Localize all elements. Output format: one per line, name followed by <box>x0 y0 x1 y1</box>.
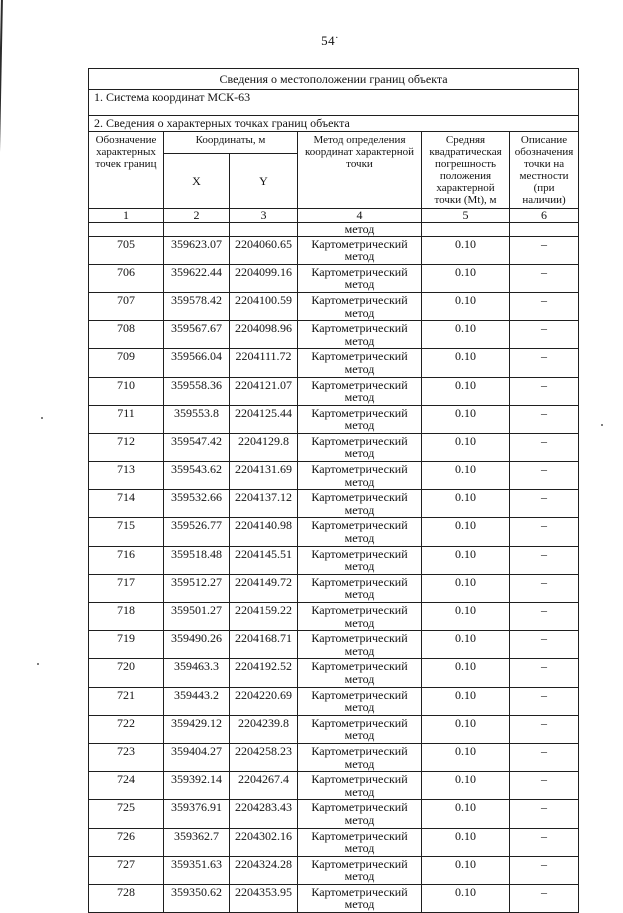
method-line-1: Картометрический <box>311 490 408 505</box>
table-row <box>89 321 579 349</box>
coord-y: 2204267.4 <box>230 772 298 800</box>
method-cell <box>298 800 422 828</box>
method-line-2: метод <box>344 333 375 348</box>
coord-x: 359566.04 <box>164 349 230 377</box>
coord-x: 359501.27 <box>164 603 230 631</box>
method-line-2: метод <box>344 502 375 517</box>
method-line-2: метод <box>344 897 375 912</box>
table-row <box>89 405 579 433</box>
coord-y: 2204302.16 <box>230 828 298 856</box>
method-line-2: метод <box>344 277 375 292</box>
point-id: 708 <box>89 321 164 349</box>
method-line-2: метод <box>344 728 375 743</box>
point-id: 715 <box>89 518 164 546</box>
coord-x: 359518.48 <box>164 546 230 574</box>
error-value: 0.10 <box>422 405 510 433</box>
coord-y: 2204125.44 <box>230 405 298 433</box>
column-number: 2 <box>164 208 230 222</box>
coord-y: 2204140.98 <box>230 518 298 546</box>
method-line-1: Картометрический <box>311 236 408 251</box>
method-line-1: Картометрический <box>311 743 408 758</box>
method-line-2: метод <box>344 474 375 489</box>
point-description: – <box>510 377 579 405</box>
point-id: 710 <box>89 377 164 405</box>
point-id: 725 <box>89 800 164 828</box>
coord-x: 359543.62 <box>164 462 230 490</box>
table-row <box>89 772 579 800</box>
coord-y: 2204121.07 <box>230 377 298 405</box>
coord-x: 359532.66 <box>164 490 230 518</box>
table-row <box>89 743 579 771</box>
table-row <box>89 715 579 743</box>
method-line-1: Картометрический <box>311 828 408 843</box>
table-row <box>89 687 579 715</box>
error-value: 0.10 <box>422 462 510 490</box>
table-row <box>89 462 579 490</box>
table-title-row <box>89 69 579 90</box>
coord-y: 2204283.43 <box>230 800 298 828</box>
coord-x: 359404.27 <box>164 743 230 771</box>
error-value: 0.10 <box>422 349 510 377</box>
coord-y: 2204100.59 <box>230 292 298 320</box>
point-id: 719 <box>89 631 164 659</box>
method-cell <box>298 884 422 912</box>
error-value: 0.10 <box>422 884 510 912</box>
method-cell <box>298 772 422 800</box>
method-line-1: Картометрический <box>311 518 408 533</box>
method-line-2: метод <box>344 305 375 320</box>
column-numbers-row <box>89 208 579 222</box>
point-description: – <box>510 828 579 856</box>
header-y: Y <box>230 154 298 208</box>
table-row <box>89 631 579 659</box>
point-id: 726 <box>89 828 164 856</box>
table-title: Сведения о местоположении границ объекта <box>89 69 579 90</box>
table-row <box>89 377 579 405</box>
empty-cell <box>510 222 579 236</box>
method-line-1: Картометрический <box>311 574 408 589</box>
method-line-1: Картометрический <box>311 405 408 420</box>
point-id: 706 <box>89 264 164 292</box>
section-2-row <box>89 116 579 132</box>
point-description: – <box>510 800 579 828</box>
table-row <box>89 433 579 461</box>
method-line-1: Картометрический <box>311 321 408 336</box>
coord-x: 359350.62 <box>164 884 230 912</box>
coord-y: 2204353.95 <box>230 884 298 912</box>
coord-x: 359429.12 <box>164 715 230 743</box>
header-error: Средняя квадратическая погрешность положения характерной точки (Мt), м <box>422 132 510 209</box>
method-line-2: метод <box>344 812 375 827</box>
coord-x: 359362.7 <box>164 828 230 856</box>
error-value: 0.10 <box>422 321 510 349</box>
method-line-1: Картометрический <box>311 856 408 871</box>
error-value: 0.10 <box>422 292 510 320</box>
method-line-2: метод <box>344 756 375 771</box>
page-number: 54 · <box>0 33 623 49</box>
point-description: – <box>510 743 579 771</box>
point-description: – <box>510 546 579 574</box>
method-line-1: Картометрический <box>311 377 408 392</box>
method-cell <box>298 687 422 715</box>
table-row <box>89 884 579 912</box>
method-line-2: метод <box>344 446 375 461</box>
coord-y: 2204168.71 <box>230 631 298 659</box>
method-line-2: метод <box>344 784 375 799</box>
point-description: – <box>510 292 579 320</box>
column-number: 5 <box>422 208 510 222</box>
coord-y: 2204129.8 <box>230 433 298 461</box>
method-cell <box>298 264 422 292</box>
scan-speck <box>41 417 43 419</box>
method-line-1: Картометрический <box>311 603 408 617</box>
method-cell <box>298 405 422 433</box>
header-method: Метод определения координат характерной точки <box>298 132 422 209</box>
scan-speck <box>601 424 603 426</box>
continuation-method-cell: метод <box>298 222 422 236</box>
table-row <box>89 490 579 518</box>
column-number: 6 <box>510 208 579 222</box>
point-description: – <box>510 772 579 800</box>
header-coordinates-group: Координаты, м <box>164 132 298 154</box>
point-description: – <box>510 405 579 433</box>
coord-x: 359490.26 <box>164 631 230 659</box>
method-line-1: Картометрический <box>311 462 408 477</box>
point-id: 714 <box>89 490 164 518</box>
error-value: 0.10 <box>422 236 510 264</box>
table-row <box>89 828 579 856</box>
method-cell <box>298 236 422 264</box>
continuation-row <box>89 222 579 236</box>
point-id: 717 <box>89 574 164 602</box>
point-id: 709 <box>89 349 164 377</box>
header-designation: Обозначение характерных точек границ <box>89 132 164 209</box>
error-value: 0.10 <box>422 264 510 292</box>
point-description: – <box>510 856 579 884</box>
method-line-1: Картометрический <box>311 687 408 702</box>
coord-y: 2204239.8 <box>230 715 298 743</box>
method-cell <box>298 856 422 884</box>
coord-x: 359526.77 <box>164 518 230 546</box>
error-value: 0.10 <box>422 377 510 405</box>
method-cell <box>298 546 422 574</box>
table-row <box>89 518 579 546</box>
coord-y: 2204060.65 <box>230 236 298 264</box>
method-cell <box>298 518 422 546</box>
coord-x: 359622.44 <box>164 264 230 292</box>
table-row <box>89 800 579 828</box>
coord-x: 359351.63 <box>164 856 230 884</box>
column-number: 3 <box>230 208 298 222</box>
empty-cell <box>230 222 298 236</box>
method-cell <box>298 659 422 687</box>
coord-y: 2204192.52 <box>230 659 298 687</box>
method-line-2: метод <box>344 390 375 405</box>
point-description: – <box>510 603 579 631</box>
method-line-1: Картометрический <box>311 546 408 561</box>
error-value: 0.10 <box>422 743 510 771</box>
error-value: 0.10 <box>422 490 510 518</box>
method-line-1: Картометрический <box>311 884 408 899</box>
point-description: – <box>510 433 579 461</box>
coord-y: 2204099.16 <box>230 264 298 292</box>
error-value: 0.10 <box>422 772 510 800</box>
table-row <box>89 574 579 602</box>
boundary-points-table <box>88 68 579 913</box>
column-header-row <box>89 132 579 154</box>
method-line-2: метод <box>344 587 375 602</box>
method-cell <box>298 490 422 518</box>
coordinate-system-row <box>89 90 579 116</box>
error-value: 0.10 <box>422 518 510 546</box>
method-line-2: метод <box>344 249 375 264</box>
point-id: 716 <box>89 546 164 574</box>
table-row <box>89 292 579 320</box>
method-line-1: Картометрический <box>311 292 408 307</box>
empty-cell <box>422 222 510 236</box>
error-value: 0.10 <box>422 715 510 743</box>
coord-y: 2204111.72 <box>230 349 298 377</box>
empty-cell <box>164 222 230 236</box>
point-id: 713 <box>89 462 164 490</box>
table-row <box>89 264 579 292</box>
table-body <box>89 236 579 913</box>
method-cell <box>298 321 422 349</box>
error-value: 0.10 <box>422 574 510 602</box>
method-line-1: Картометрический <box>311 800 408 815</box>
table-row <box>89 856 579 884</box>
method-line-1: Картометрический <box>311 433 408 448</box>
coord-x: 359558.36 <box>164 377 230 405</box>
point-id: 721 <box>89 687 164 715</box>
coord-y: 2204145.51 <box>230 546 298 574</box>
coord-x: 359623.07 <box>164 236 230 264</box>
method-cell <box>298 349 422 377</box>
method-cell <box>298 828 422 856</box>
coord-x: 359553.8 <box>164 405 230 433</box>
method-line-2: метод <box>344 700 375 715</box>
error-value: 0.10 <box>422 603 510 631</box>
coord-y: 2204324.28 <box>230 856 298 884</box>
table-row <box>89 546 579 574</box>
error-value: 0.10 <box>422 546 510 574</box>
point-id: 705 <box>89 236 164 264</box>
table-row <box>89 659 579 687</box>
section-2-label: 2. Сведения о характерных точках границ объекта <box>89 116 579 132</box>
coord-y: 2204131.69 <box>230 462 298 490</box>
coord-y: 2204137.12 <box>230 490 298 518</box>
method-line-2: метод <box>344 643 375 658</box>
point-description: – <box>510 715 579 743</box>
coord-x: 359463.3 <box>164 659 230 687</box>
point-id: 727 <box>89 856 164 884</box>
table-row <box>89 236 579 264</box>
method-line-1: Картометрический <box>311 659 408 674</box>
point-id: 728 <box>89 884 164 912</box>
method-line-2: метод <box>344 615 375 630</box>
point-id: 724 <box>89 772 164 800</box>
point-description: – <box>510 659 579 687</box>
table-row <box>89 603 579 631</box>
point-description: – <box>510 462 579 490</box>
point-id: 712 <box>89 433 164 461</box>
method-line-2: метод <box>344 361 375 376</box>
method-line-1: Картометрический <box>311 264 408 279</box>
point-id: 707 <box>89 292 164 320</box>
point-description: – <box>510 687 579 715</box>
point-description: – <box>510 518 579 546</box>
coord-y: 2204098.96 <box>230 321 298 349</box>
method-line-2: метод <box>344 559 375 574</box>
method-line-2: метод <box>344 869 375 884</box>
point-id: 718 <box>89 603 164 631</box>
method-cell <box>298 574 422 602</box>
method-cell <box>298 631 422 659</box>
method-cell <box>298 292 422 320</box>
point-description: – <box>510 264 579 292</box>
point-id: 723 <box>89 743 164 771</box>
method-line-1: Картометрический <box>311 631 408 646</box>
method-cell <box>298 377 422 405</box>
coord-x: 359392.14 <box>164 772 230 800</box>
coord-x: 359512.27 <box>164 574 230 602</box>
point-description: – <box>510 574 579 602</box>
error-value: 0.10 <box>422 687 510 715</box>
error-value: 0.10 <box>422 659 510 687</box>
coordinate-system-label: 1. Система координат МСК-63 <box>89 90 579 116</box>
table-row <box>89 349 579 377</box>
error-value: 0.10 <box>422 828 510 856</box>
empty-cell <box>89 222 164 236</box>
coord-x: 359547.42 <box>164 433 230 461</box>
error-value: 0.10 <box>422 800 510 828</box>
method-line-1: Картометрический <box>311 349 408 364</box>
scan-edge-artifact <box>0 0 3 361</box>
point-id: 711 <box>89 405 164 433</box>
coord-x: 359376.91 <box>164 800 230 828</box>
point-description: – <box>510 884 579 912</box>
coord-y: 2204220.69 <box>230 687 298 715</box>
error-value: 0.10 <box>422 433 510 461</box>
point-id: 722 <box>89 715 164 743</box>
coord-x: 359578.42 <box>164 292 230 320</box>
coord-x: 359443.2 <box>164 687 230 715</box>
header-x: X <box>164 154 230 208</box>
method-line-1: Картометрический <box>311 715 408 730</box>
error-value: 0.10 <box>422 856 510 884</box>
point-description: – <box>510 321 579 349</box>
point-description: – <box>510 236 579 264</box>
coord-y: 2204258.23 <box>230 743 298 771</box>
method-line-2: метод <box>344 671 375 686</box>
coord-y: 2204159.22 <box>230 603 298 631</box>
method-line-1: Картометрический <box>311 772 408 787</box>
method-cell <box>298 715 422 743</box>
column-number: 1 <box>89 208 164 222</box>
error-value: 0.10 <box>422 631 510 659</box>
method-cell <box>298 743 422 771</box>
method-cell <box>298 433 422 461</box>
point-description: – <box>510 490 579 518</box>
point-description: – <box>510 631 579 659</box>
method-line-2: метод <box>344 841 375 856</box>
method-line-2: метод <box>344 531 375 546</box>
point-description: – <box>510 349 579 377</box>
header-description: Описание обозначения точки на местности (при наличии) <box>510 132 579 209</box>
column-number: 4 <box>298 208 422 222</box>
coord-x: 359567.67 <box>164 321 230 349</box>
point-id: 720 <box>89 659 164 687</box>
method-line-2: метод <box>344 418 375 433</box>
scan-speck <box>37 663 39 665</box>
method-cell <box>298 462 422 490</box>
method-cell <box>298 603 422 631</box>
coord-y: 2204149.72 <box>230 574 298 602</box>
